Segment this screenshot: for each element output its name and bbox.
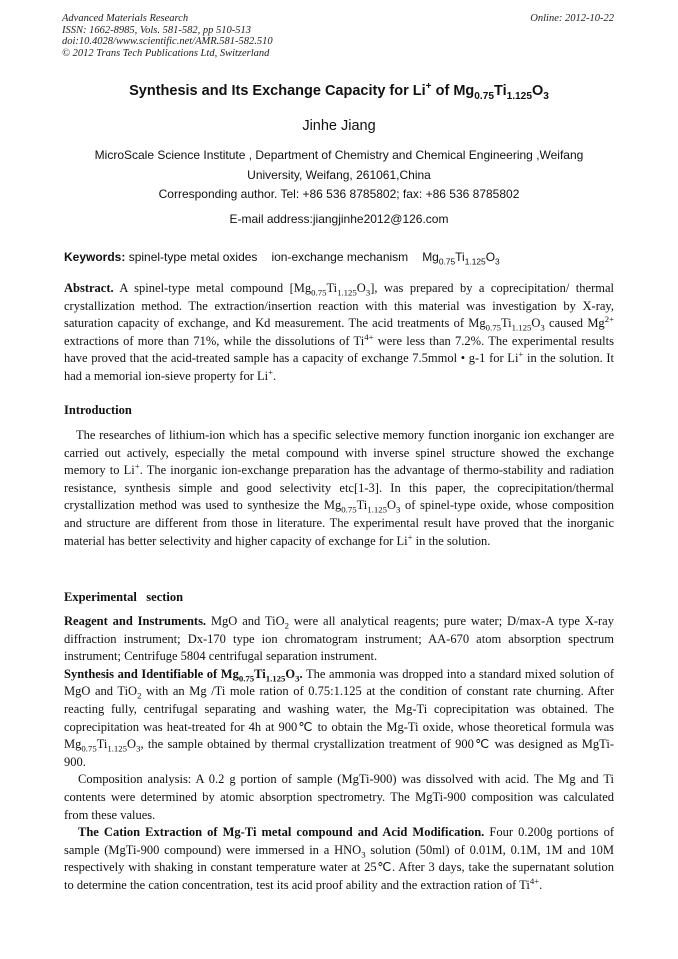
- corresponding-author: Corresponding author. Tel: +86 536 8785802; fax: +86 536 8785802: [158, 187, 520, 201]
- keywords-line: [64, 250, 614, 267]
- composition-paragraph: Composition analysis: A 0.2 g portion of sample (MgTi-900) was dissolved with acid. The Mg and Ti contents were determined by atomic absorption spectrometry. The MgTi-900 composition was calculated from these values.: [64, 772, 614, 822]
- intro-text: of spinel-type oxide, whose composition and structure are different from those in literature. The experimental result have proved that the inorganic material has better selectivity and higher capacity of exchange for Li: [64, 498, 614, 548]
- cation-text: Four 0.200g portions of sample (MgTi-900 compound) were immersed in a HNO: [64, 825, 615, 857]
- kw-formula-sub: 3: [495, 256, 500, 267]
- subscript: 1.125: [511, 322, 532, 333]
- abstract-paragraph: [64, 280, 614, 386]
- title-sup: +: [425, 81, 432, 93]
- abstract-text: Ti: [500, 316, 512, 331]
- reagent-label: Reagent and Instruments.: [64, 614, 207, 628]
- kw-formula-part: O: [485, 250, 496, 264]
- superscript: +: [134, 461, 140, 472]
- intro-text: Ti: [356, 498, 368, 513]
- journal-copyright: © 2012 Trans Tech Publications Ltd, Switzerland: [62, 47, 270, 59]
- kw-formula-sub: 1.125: [464, 256, 486, 267]
- abstract-text: O: [356, 281, 366, 295]
- intro-text: . The inorganic ion-exchange preparation has the advantage of thermo-stability and radiation resistance, synthesis simple and good selectivity etc[1-3]. In this paper, the coprecipitation/thermal crystallization method was used to synthesize the Mg: [64, 463, 614, 513]
- journal-metadata: [62, 13, 273, 59]
- keyword-formula: [422, 250, 500, 267]
- abstract-text: Ti: [326, 281, 338, 295]
- subscript: 2: [284, 620, 289, 631]
- subscript: 0.75: [238, 673, 255, 684]
- subscript: 3: [396, 504, 401, 515]
- abstract-text: were less than 7.2%. The experimental results have proved that the acid-treated sample has a capacity of exchange 7.5mmol • g-1 for Li: [64, 333, 614, 366]
- abstract-text: extractions of more than 71%, while the dissolutions of Ti: [64, 333, 365, 348]
- superscript: +: [518, 349, 524, 360]
- subscript: 0.75: [81, 743, 97, 754]
- subscript: 1.125: [107, 743, 128, 754]
- synthesis-text: with an Mg /Ti mole ration of 0.75:1.125 at the condition of constant rate churning. After reacting fully, centrifugal separating and washing water, the Mg-Ti coprecipitation was obtained. The coprecipitation was heat-treated for 4h at 900℃ to obtain the Mg-Ti oxide, whose theoretical formula was Mg: [64, 684, 614, 752]
- subscript: 3: [365, 287, 371, 298]
- introduction-paragraph: [64, 427, 614, 550]
- author-affiliation: MicroScale Science Institute , Department of Chemistry and Chemical Engineering ,Weifang University, Weifang, 261061,China: [94, 148, 584, 182]
- abstract-text: in the solution. It had a memorial ion-sieve property for Li: [64, 351, 614, 383]
- synthesis-label: [64, 666, 303, 684]
- journal-name: Advanced Materials Research: [62, 13, 189, 24]
- cation-label: The Cation Extraction of Mg-Ti metal compound and Acid Modification.: [78, 825, 485, 840]
- intro-text: in the solution.: [412, 533, 491, 548]
- reagent-text: MgO and TiO: [206, 614, 285, 628]
- keyword-item: ion-exchange mechanism: [271, 250, 409, 264]
- keywords-label: Keywords:: [64, 250, 126, 264]
- subscript: 3: [361, 849, 366, 860]
- title-text: Synthesis and Its Exchange Capacity for Li: [129, 83, 426, 99]
- title-sub: 0.75: [474, 90, 494, 102]
- kw-formula-part: Mg: [422, 250, 439, 264]
- abstract-label: Abstract.: [64, 281, 114, 295]
- superscript: 4+: [529, 875, 540, 886]
- experimental-heading: Experimental section: [64, 590, 184, 604]
- synthesis-label-part: Synthesis and Identifiable of Mg: [64, 666, 239, 681]
- superscript: +: [268, 366, 274, 377]
- kw-formula-sub: 0.75: [438, 256, 456, 267]
- synthesis-paragraph: [64, 666, 614, 772]
- synthesis-label-part: .: [299, 666, 303, 681]
- subscript: 0.75: [485, 322, 501, 333]
- kw-formula-part: Ti: [455, 250, 465, 264]
- subscript: 3: [136, 743, 141, 754]
- superscript: 2+: [604, 314, 614, 325]
- subscript: 0.75: [341, 504, 357, 515]
- subscript: 0.75: [311, 287, 327, 298]
- abstract-text: .: [273, 368, 277, 383]
- synthesis-label-part: Ti: [254, 666, 266, 681]
- superscript: 4+: [364, 331, 374, 342]
- subscript: 2: [137, 690, 142, 701]
- cation-text: solution (50ml) of 0.01M, 0.1M, 1M and 10M respectively with shaking in constant temperature water at 25℃. After 3 days, take the supernatant solution to determine the cation concentration, test its acid proof ability and the extraction ration of Ti: [64, 842, 614, 892]
- superscript: +: [407, 531, 413, 542]
- title-text: O: [531, 83, 544, 99]
- subscript: 1.125: [265, 673, 286, 684]
- title-text: Ti: [493, 83, 507, 99]
- title-text: of Mg: [431, 83, 475, 99]
- intro-text: O: [386, 498, 396, 513]
- author-email: E-mail address:jiangjinhe2012@126.com: [229, 212, 449, 226]
- subscript: 1.125: [367, 504, 387, 515]
- journal-issn: ISSN: 1662-8985, Vols. 581-582, pp 510-513: [62, 24, 251, 36]
- cation-text: .: [539, 877, 543, 892]
- abstract-text: O: [531, 316, 541, 331]
- abstract-text: ], was prepared by a coprecipitation/ thermal crystallization method. The extraction/insertion reaction with this material was investigation by X-ray, saturation capacity of exchange, and Kd measurement. The acid treatments of Mg: [64, 281, 614, 331]
- reagent-paragraph: [64, 613, 614, 666]
- intro-text: The researches of lithium-ion which has a specific selective memory function inorganic ion exchanger are carried out actively, especially the metal compound with inverse spinel structure showed the exchange memory to Li: [64, 428, 614, 478]
- experimental-section: [64, 613, 614, 895]
- synthesis-label-part: O: [285, 666, 296, 681]
- subscript: 1.125: [337, 287, 357, 298]
- title-sub: 3: [543, 90, 549, 102]
- introduction-heading: Introduction: [64, 403, 132, 417]
- synthesis-text: , the sample obtained by thermal crystallization treatment of 900℃ was designed as MgTi-900.: [64, 737, 614, 769]
- synthesis-text: Ti: [96, 737, 108, 752]
- title-sub: 1.125: [506, 90, 532, 102]
- synthesis-text: O: [127, 737, 137, 752]
- online-date: Online: 2012-10-22: [530, 13, 614, 24]
- cation-paragraph: [64, 824, 614, 894]
- abstract-text: A spinel-type metal compound [Mg: [113, 281, 312, 295]
- journal-doi: doi:10.4028/www.scientific.net/AMR.581-582.510: [62, 36, 273, 47]
- author-name: Jinhe Jiang: [302, 118, 376, 134]
- abstract-text: caused Mg: [544, 316, 605, 331]
- paper-title: [0, 81, 678, 102]
- subscript: 3: [540, 322, 545, 333]
- subscript: 3: [295, 673, 300, 684]
- synthesis-text: The ammonia was dropped into a standard mixed solution of MgO and TiO: [64, 666, 614, 699]
- keyword-item: spinel-type metal oxides: [128, 250, 258, 264]
- reagent-text: were all analytical reagents; pure water; D/max-A type X-ray diffraction instrument; Dx-170 type ion chromatogram instrument; AA-670 atom absorption spectrum instrument; Centrifuge 5804 centrifugal separation instrument.: [64, 614, 614, 664]
